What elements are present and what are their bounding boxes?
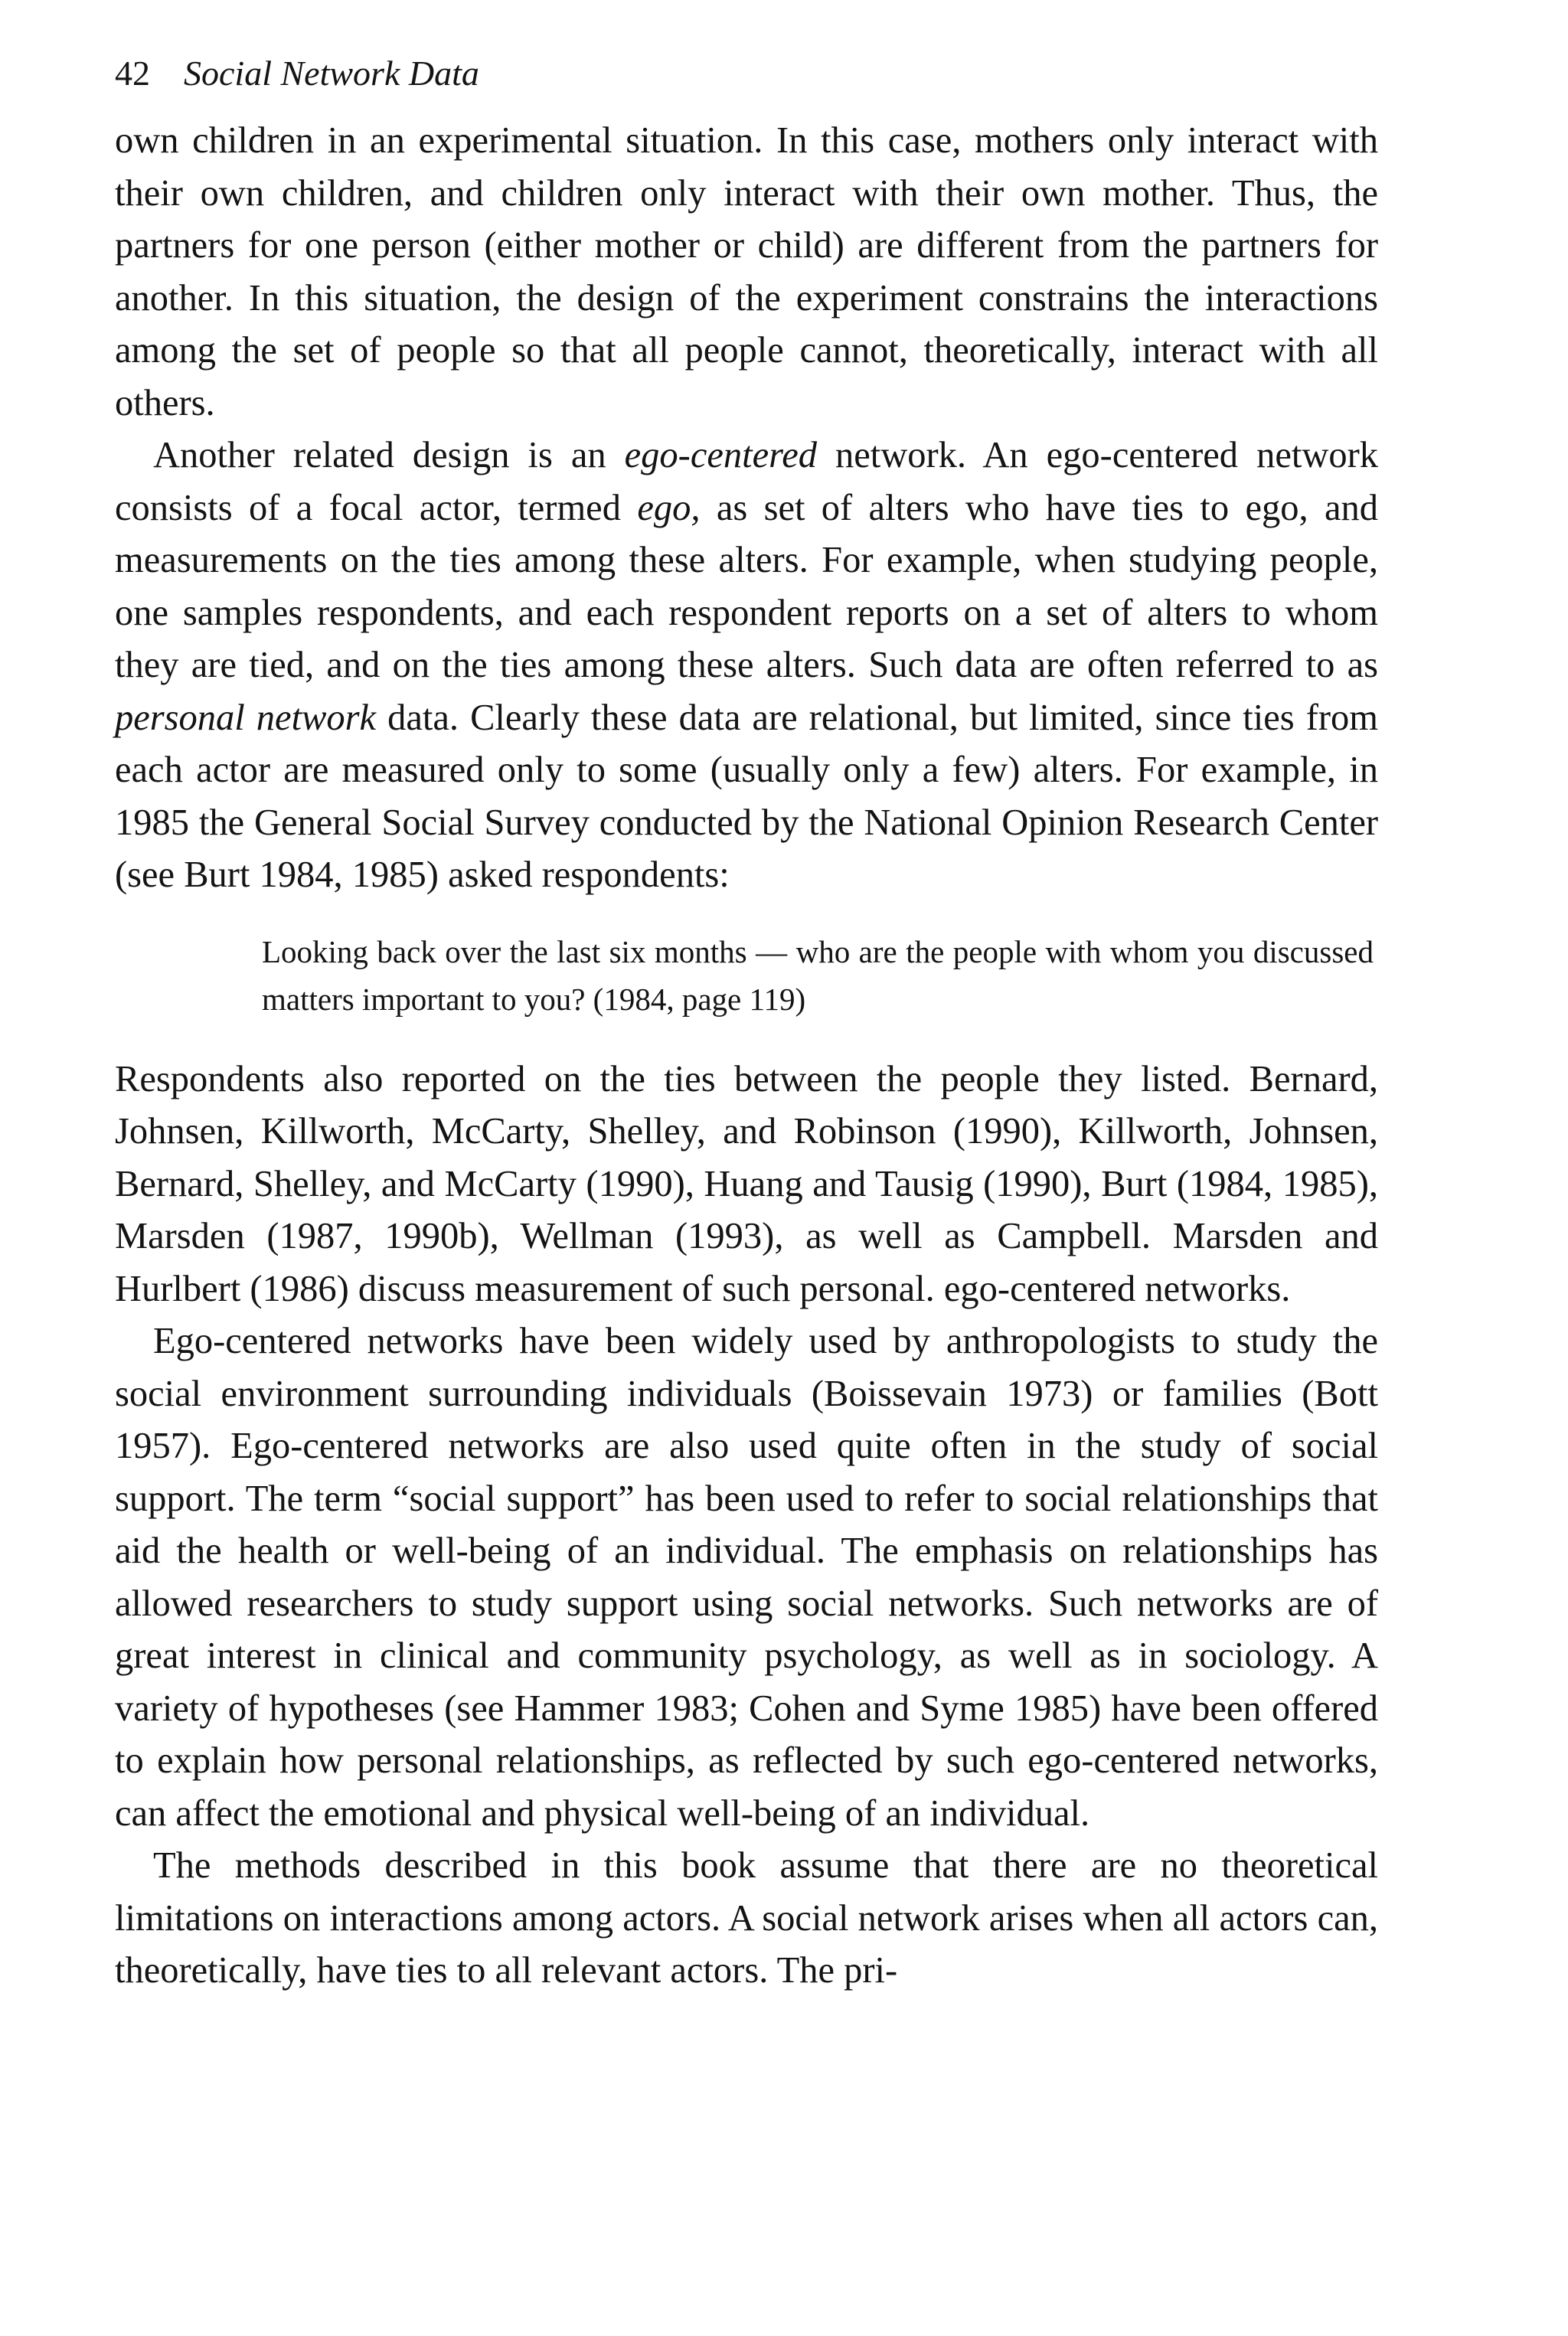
paragraph-1: own children in an experimental situation. In this case, mothers only interact with their own children, and children only interact with their own mother. Thus, the partners for one person (either mother or child) are different from the partners for another. In this situation, the design of the experiment constrains the interactions among the set of people so that all people cannot, theoretically, interact with all others. (115, 120, 1378, 423)
p2-term-ego-centered: ego-centered (624, 435, 817, 475)
paragraph-2 (115, 430, 1378, 902)
p2-text-e: as set of alters who have ties to ego, and measurements on the ties among these alters. For example, when studying people, one samples respondents, and each respondent reports on a set of alters to whom they are tied, and on the ties among these alters. Such data are often referred to as (115, 487, 1378, 685)
p2-term-personal-network: personal network (115, 697, 377, 738)
p2-text-c: network. An ego-centered network consists of a focal actor, termed (115, 435, 1378, 528)
p2-text-a: Another related design is an (153, 435, 625, 475)
paragraph-3: Respondents also reported on the ties between the people they listed. Bernard, Johnsen, Killworth, McCarty, Shelley, and Robinson (1990), Killworth, Johnsen, Bernard, Shelley, and McCarty (1990), Huang and Tausig (1990), Burt (1984, 1985), Marsden (1987, 1990b), Wellman (1993), as well as Campbell. Marsden and Hurlbert (1986) discuss measurement of such personal. ego-centered networks. (115, 1058, 1378, 1309)
p2-text-g: data. Clearly these data are relational, but limited, since ties from each actor are measured only to some (usually only a few) alters. For example, in 1985 the General Social Survey conducted by the National Opinion Research Center (see Burt 1984, 1985) asked respondents: (115, 697, 1378, 895)
running-head (115, 46, 1378, 101)
book-page (115, 46, 1378, 1998)
p2-term-ego: ego, (637, 487, 701, 528)
page-number: 42 (115, 54, 150, 93)
block-quote: Looking back over the last six months — who are the people with whom you discussed matters important to you? (1984, page 119) (262, 933, 1374, 1017)
running-title: Social Network Data (184, 54, 479, 93)
paragraph-4: Ego-centered networks have been widely used by anthropologists to study the social environment surrounding individuals (Boissevain 1973) or families (Bott 1957). Ego-centered networks are also used quite often in the study of social support. The term “social support” has been used to refer to social relationships that aid the health or well-being of an individual. The emphasis on relationships has allowed researchers to study support using social networks. Such networks are of great interest in clinical and community psychology, as well as in sociology. A variety of hypotheses (see Hammer 1983; Cohen and Syme 1985) have been offered to explain how personal relationships, as reflected by such ego-centered networks, can affect the emotional and physical well-being of an individual. (115, 1321, 1378, 1834)
paragraph-5: The methods described in this book assume that there are no theoretical limitations on interactions among actors. A social network arises when all actors can, theoretically, have ties to all relevant actors. The pri- (115, 1845, 1378, 1991)
